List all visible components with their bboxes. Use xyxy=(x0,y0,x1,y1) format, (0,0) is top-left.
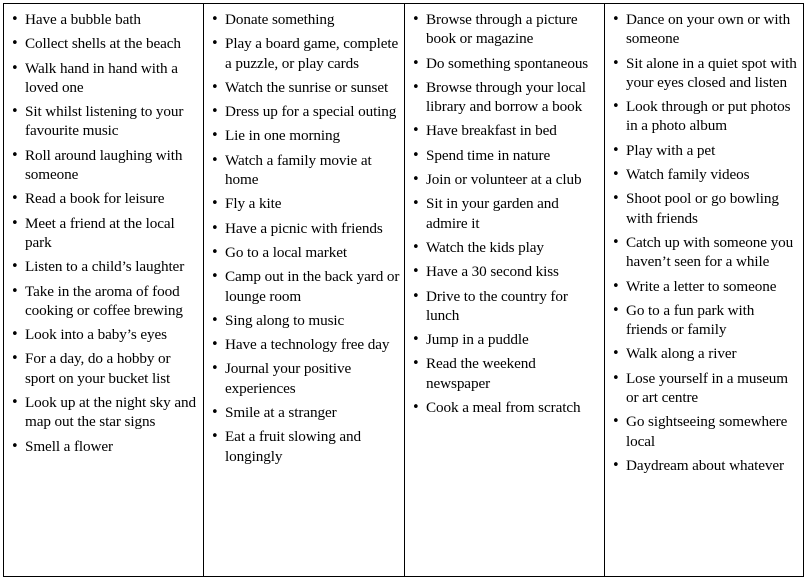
list-item: • Do something spontaneous xyxy=(411,54,600,73)
activity-table xyxy=(3,3,804,577)
list-item: • Watch family videos xyxy=(611,165,799,184)
list-item: • Dress up for a special outing xyxy=(210,102,400,121)
list-item: • Watch the kids play xyxy=(411,238,600,257)
list-item: • Take in the aroma of food cooking or coffee brewing xyxy=(10,282,199,321)
list-item: • Read a book for leisure xyxy=(10,189,199,208)
activity-list xyxy=(210,10,400,466)
list-item: • Look up at the night sky and map out the star signs xyxy=(10,393,199,432)
column-2 xyxy=(204,4,405,576)
list-item: • Have a bubble bath xyxy=(10,10,199,29)
list-item: • Sing along to music xyxy=(210,311,400,330)
list-item: • Join or volunteer at a club xyxy=(411,170,600,189)
list-item: • Read the weekend newspaper xyxy=(411,354,600,393)
list-item: • Smile at a stranger xyxy=(210,403,400,422)
list-item: • Lose yourself in a museum or art centre xyxy=(611,369,799,408)
list-item: • Jump in a puddle xyxy=(411,330,600,349)
column-1 xyxy=(4,4,204,576)
list-item: • Go to a local market xyxy=(210,243,400,262)
activity-list xyxy=(10,10,199,456)
list-item: • Browse through a picture book or magazine xyxy=(411,10,600,49)
list-item: • Listen to a child’s laughter xyxy=(10,257,199,276)
list-item: • Sit in your garden and admire it xyxy=(411,194,600,233)
list-item: • Camp out in the back yard or lounge room xyxy=(210,267,400,306)
column-3 xyxy=(405,4,605,576)
list-item: • Daydream about whatever xyxy=(611,456,799,475)
list-item: • Watch a family movie at home xyxy=(210,151,400,190)
list-item: • Catch up with someone you haven’t seen for a while xyxy=(611,233,799,272)
column-4 xyxy=(605,4,803,576)
list-item: • Meet a friend at the local park xyxy=(10,214,199,253)
list-item: • Look through or put photos in a photo album xyxy=(611,97,799,136)
list-item: • Write a letter to someone xyxy=(611,277,799,296)
list-item: • Spend time in nature xyxy=(411,146,600,165)
list-item: • Sit alone in a quiet spot with your eyes closed and listen xyxy=(611,54,799,93)
list-item: • Walk along a river xyxy=(611,344,799,363)
list-item: • Walk hand in hand with a loved one xyxy=(10,59,199,98)
list-item: • For a day, do a hobby or sport on your bucket list xyxy=(10,349,199,388)
list-item: • Drive to the country for lunch xyxy=(411,287,600,326)
activity-list xyxy=(611,10,799,475)
list-item: • Roll around laughing with someone xyxy=(10,146,199,185)
list-item: • Eat a fruit slowing and longingly xyxy=(210,427,400,466)
list-item: • Lie in one morning xyxy=(210,126,400,145)
list-item: • Play with a pet xyxy=(611,141,799,160)
list-item: • Sit whilst listening to your favourite music xyxy=(10,102,199,141)
list-item: • Play a board game, complete a puzzle, or play cards xyxy=(210,34,400,73)
list-item: • Watch the sunrise or sunset xyxy=(210,78,400,97)
list-item: • Have a technology free day xyxy=(210,335,400,354)
list-item: • Shoot pool or go bowling with friends xyxy=(611,189,799,228)
list-item: • Cook a meal from scratch xyxy=(411,398,600,417)
list-item: • Browse through your local library and borrow a book xyxy=(411,78,600,117)
list-item: • Collect shells at the beach xyxy=(10,34,199,53)
list-item: • Have a 30 second kiss xyxy=(411,262,600,281)
list-item: • Dance on your own or with someone xyxy=(611,10,799,49)
list-item: • Have breakfast in bed xyxy=(411,121,600,140)
list-item: • Look into a baby’s eyes xyxy=(10,325,199,344)
activity-list xyxy=(411,10,600,417)
list-item: • Go to a fun park with friends or family xyxy=(611,301,799,340)
list-item: • Journal your positive experiences xyxy=(210,359,400,398)
list-item: • Go sightseeing somewhere local xyxy=(611,412,799,451)
list-item: • Smell a flower xyxy=(10,437,199,456)
list-item: • Fly a kite xyxy=(210,194,400,213)
list-item: • Have a picnic with friends xyxy=(210,219,400,238)
list-item: • Donate something xyxy=(210,10,400,29)
